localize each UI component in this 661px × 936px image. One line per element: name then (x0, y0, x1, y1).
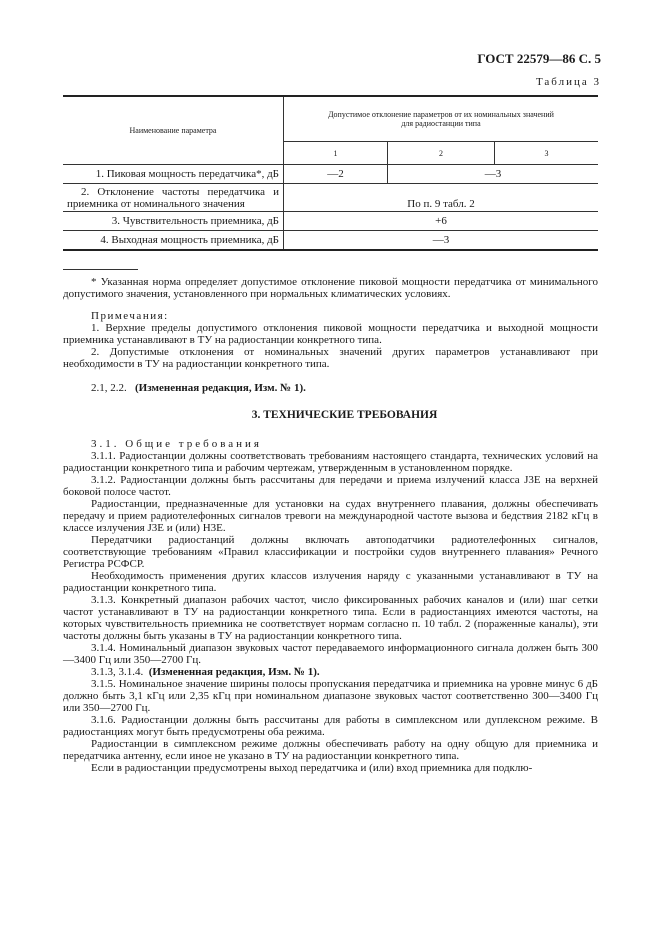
section-3-body (63, 438, 598, 774)
para-inland-vessels: Радиостанции, предназначенные для установки на судах внутреннего плавания, должны обеспечивать передачу и прием радиотелефонных сигналов тревоги на международной частоте вызова и бедствия 2182 кГц в классе излучения J3E и (или) H3E. (63, 498, 598, 534)
row-2-name (63, 184, 284, 212)
row-2-name-line1: 2. Отклонение частоты передатчика и (81, 185, 279, 198)
col-group-header (284, 96, 599, 142)
page-header: ГОСТ 22579—86 С. 5 (477, 51, 601, 66)
section-3 (63, 409, 598, 421)
row-3-name: 3. Чувствительность приемника, дБ (63, 212, 284, 231)
row-4-value: —3 (284, 231, 599, 251)
para-last: Если в радиостанции предусмотрены выход передатчика и (или) вход приемника для подклю- (91, 762, 533, 774)
change-note-2 (63, 666, 598, 678)
change-note-1 (63, 382, 598, 394)
para-transmitters: Передатчики радиостанций должны включать автоподатчики радиотелефонных сигналов, соответствующие требованиям «Правил классификации и постройки судов внутреннего плавания» Речного Регистра РСФСР. (63, 534, 598, 570)
note-1: 1. Верхние пределы допустимого отклонения пиковой мощности передатчика и выходной мощности приемника устанавливают в ТУ на радиостанции конкретного типа. (63, 322, 598, 346)
col-group-header-line2: для радиостанции типа (401, 119, 481, 128)
footnote-divider (63, 269, 138, 270)
notes-block (63, 310, 598, 370)
para-3-1-3: 3.1.3. Конкретный диапазон рабочих частот, число фиксированных рабочих каналов и (или) шаг сетки частот устанавливают в ТУ на радиостанции конкретного типа. Если в радиостанциях имеются частоты, на которых чувствительность приемника не соответствует нормам согласно п. 10 табл. 2 (пораженные каналы), эти частоты должны быть указаны в ТУ на радиостанции конкретного типа. (63, 594, 598, 642)
row-1-type23-value: —3 (388, 165, 599, 184)
para-3-1: 3.1. Общие требования (91, 438, 262, 450)
col-type-1: 1 (284, 142, 388, 165)
note-2: 2. Допустимые отклонения от номинальных значений других параметров устанавливают при необходимости в ТУ на радиостанции конкретного типа. (63, 346, 598, 370)
para-simplex: Радиостанции в симплексном режиме должны обеспечивать работу на одну общую для приемника и передатчика антенну, если иное не указано в ТУ на радиостанции конкретного типа. (63, 738, 598, 762)
footnote: * Указанная норма определяет допустимое отклонение пиковой мощности передатчика от минимального допустимого значения, установленного при нормальных климатических условиях. (63, 276, 598, 300)
row-2-value: По п. 9 табл. 2 (284, 184, 599, 212)
col-group-header-line1: Допустимое отклонение параметров от их номинальных значений (328, 110, 554, 119)
col-type-2: 2 (388, 142, 495, 165)
row-3-value: +6 (284, 212, 599, 231)
para-3-1-5: 3.1.5. Номинальное значение ширины полосы пропускания передатчика и приемника на уровне минус 6 дБ должно быть 3,1 кГц или 2,35 кГц при номинальном диапазоне звуковых частот соответственно 300—3400 Гц или 350—2700 Гц. (63, 678, 598, 714)
change-2-text: (Измененная редакция, Изм. № 1). (148, 666, 320, 678)
change-2-ref: 3.1.3, 3.1.4. (91, 666, 144, 678)
row-1-type1-value: —2 (284, 165, 388, 184)
parameters-table (63, 95, 598, 251)
row-1-name: 1. Пиковая мощность передатчика*, дБ (63, 165, 284, 184)
para-other-classes: Необходимость применения других классов излучения наряду с указанными устанавливают в ТУ на радиостанции конкретного типа. (63, 570, 598, 594)
para-3-1-2: 3.1.2. Радиостанции должны быть рассчитаны для передачи и приема излучений класса J3E на верхней боковой полосе частот. (63, 474, 598, 498)
col-name-header: Наименование параметра (63, 96, 284, 165)
footnote-block (63, 276, 598, 300)
row-4-name: 4. Выходная мощность приемника, дБ (63, 231, 284, 251)
notes-title: Примечания: (91, 310, 169, 322)
section-heading: 3. ТЕХНИЧЕСКИЕ ТРЕБОВАНИЯ (251, 409, 438, 421)
change-1-ref: 2.1, 2.2. (91, 382, 127, 394)
col-type-3: 3 (495, 142, 599, 165)
para-3-1-4: 3.1.4. Номинальный диапазон звуковых частот передаваемого информационного сигнала должен быть 300—3400 Гц или 350—2700 Гц. (63, 642, 598, 666)
para-3-1-6: 3.1.6. Радиостанции должны быть рассчитаны для работы в симплексном или дуплексном режиме. В радиостанциях могут быть предусмотрены оба режима. (63, 714, 598, 738)
change-1-text: (Измененная редакция, Изм. № 1). (135, 382, 306, 394)
table-caption: Таблица 3 (535, 76, 601, 88)
para-3-1-1: 3.1.1. Радиостанции должны соответствовать требованиям настоящего стандарта, технических условий на радиостанции конкретного типа и рабочим чертежам, утвержденным в установленном порядке. (63, 450, 598, 474)
row-2-name-line2: приемника от номинального значения (67, 197, 245, 210)
